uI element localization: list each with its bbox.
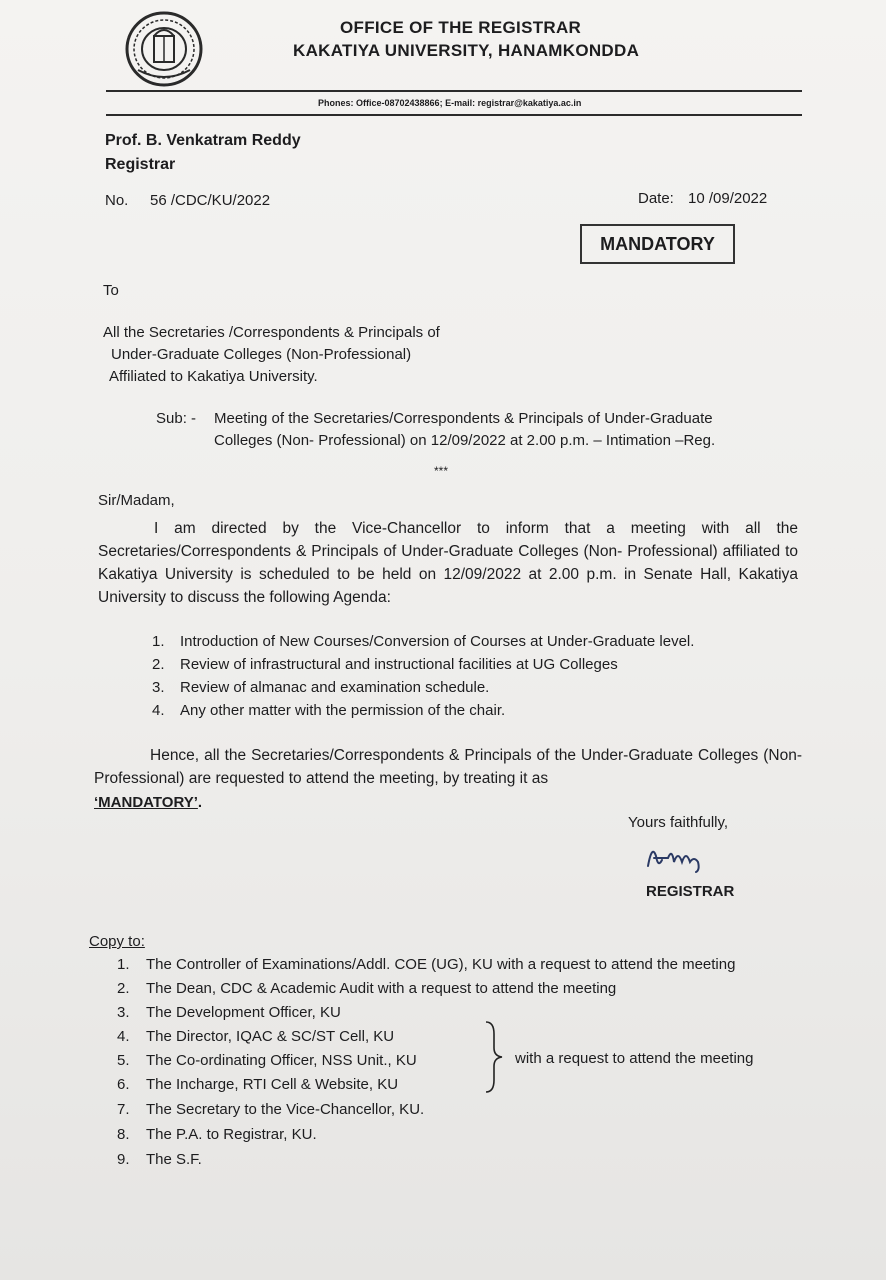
agenda-num-1: 1. <box>152 633 165 650</box>
brace-note: with a request to attend the meeting <box>515 1050 754 1067</box>
date-label: Date: <box>638 190 674 207</box>
right-brace-icon <box>482 1020 504 1094</box>
university-emblem-icon <box>124 10 204 88</box>
copy-item-7: The Secretary to the Vice-Chancellor, KU. <box>146 1101 425 1118</box>
copy-to-label: Copy to: <box>89 933 145 950</box>
copy-item-6: The Incharge, RTI Cell & Website, KU <box>146 1076 399 1093</box>
signatory: REGISTRAR <box>646 883 735 900</box>
agenda-item-2: Review of infrastructural and instructional facilities at UG Colleges <box>180 656 618 673</box>
copy-num-4: 4. <box>117 1028 130 1045</box>
office-title: OFFICE OF THE REGISTRAR <box>340 18 582 37</box>
copy-item-5: The Co-ordinating Officer, NSS Unit., KU <box>146 1052 417 1069</box>
copy-num-8: 8. <box>117 1126 130 1143</box>
copy-item-9: The S.F. <box>146 1151 202 1168</box>
copy-num-9: 9. <box>117 1151 130 1168</box>
sender-name: Prof. B. Venkatram Reddy <box>105 132 301 149</box>
closing-emphasis: ‘MANDATORY’ <box>94 794 198 811</box>
agenda-num-4: 4. <box>152 702 165 719</box>
signoff: Yours faithfully, <box>628 814 729 831</box>
agenda-item-1: Introduction of New Courses/Conversion of Courses at Under-Graduate level. <box>180 633 695 650</box>
closing-emphasis-line <box>94 794 202 811</box>
closing-end: . <box>197 794 203 811</box>
copy-num-2: 2. <box>117 980 130 997</box>
salutation: Sir/Madam, <box>98 492 175 509</box>
copy-num-6: 6. <box>117 1076 130 1093</box>
copy-item-8: The P.A. to Registrar, KU. <box>146 1126 317 1143</box>
header-rule-bottom <box>106 114 802 116</box>
to-label: To <box>103 282 119 299</box>
subject-line-2: Colleges (Non- Professional) on 12/09/2022 at 2.00 p.m. – Intimation –Reg. <box>214 432 716 449</box>
copy-num-5: 5. <box>117 1052 130 1069</box>
addressee-line-2: Under-Graduate Colleges (Non-Professional) <box>111 346 412 363</box>
reference-no-label: No. <box>105 192 129 209</box>
agenda-num-3: 3. <box>152 679 165 696</box>
copy-item-4: The Director, IQAC & SC/ST Cell, KU <box>146 1028 395 1045</box>
sender-designation: Registrar <box>105 156 176 173</box>
copy-num-3: 3. <box>117 1004 130 1021</box>
copy-item-3: The Development Officer, KU <box>146 1004 341 1021</box>
addressee-line-3: Affiliated to Kakatiya University. <box>109 368 318 385</box>
addressee-line-1: All the Secretaries /Correspondents & Principals of <box>103 324 440 341</box>
signature-icon <box>640 836 740 876</box>
copy-item-1: The Controller of Examinations/Addl. COE (UG), KU with a request to attend the meeting <box>146 956 736 973</box>
date-value: 10 /09/2022 <box>688 190 768 207</box>
subject-label: Sub: - <box>156 410 197 427</box>
contact-line: Phones: Office-08702438866; E-mail: registrar@kakatiya.ac.in <box>318 98 582 108</box>
subject-line-1: Meeting of the Secretaries/Correspondents & Principals of Under-Graduate <box>214 410 713 427</box>
copy-num-1: 1. <box>117 956 130 973</box>
copy-item-2: The Dean, CDC & Academic Audit with a request to attend the meeting <box>146 980 617 997</box>
closing-paragraph <box>94 744 802 790</box>
body-paragraph: I am directed by the Vice-Chancellor to inform that a meeting with all the Secretaries/Correspondents & Principals of Under-Graduate Colleges (Non- Professional) affiliated to Kakatiya University is scheduled to be held on 12/09/2022 at 2.00 p.m. in Senate Hall, Kakatiya University to discuss the following Agenda: <box>98 520 798 606</box>
copy-num-7: 7. <box>117 1101 130 1118</box>
header-rule-top <box>106 90 802 92</box>
agenda-num-2: 2. <box>152 656 165 673</box>
agenda-item-3: Review of almanac and examination schedule. <box>180 679 490 696</box>
separator: *** <box>434 464 449 478</box>
agenda-item-4: Any other matter with the permission of the chair. <box>180 702 506 719</box>
closing-text: Hence, all the Secretaries/Correspondents & Principals of the Under-Graduate Colleges (Non- Professional) are requested to attend the meeting, by treating it as <box>94 747 802 787</box>
university-name: KAKATIYA UNIVERSITY, HANAMKONDDA <box>293 41 640 60</box>
mandatory-stamp: MANDATORY <box>580 224 735 264</box>
reference-number: 56 /CDC/KU/2022 <box>150 192 271 209</box>
